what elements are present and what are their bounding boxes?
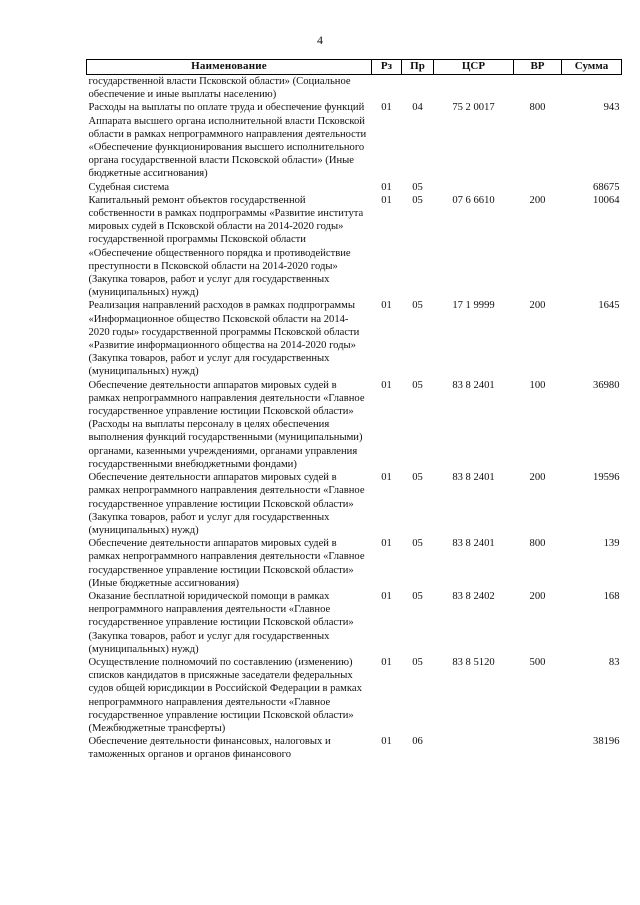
cell-vr — [514, 181, 562, 194]
cell-vr — [514, 735, 562, 761]
cell-csr: 83 8 2401 — [452, 472, 495, 484]
cell-name: Обеспечение деятельности аппаратов мировых судей в рамках непрограммного направления деятельности «Главное государственное управление юстиции Псковской области» (Закупка товаров, работ и услуг для государственных (муниципальных) нужд) — [88, 472, 365, 536]
budget-table — [86, 59, 622, 762]
cell-rz: 01 — [381, 656, 392, 668]
cell-name: Судебная система — [88, 181, 170, 193]
cell-rz: 01 — [381, 538, 392, 550]
cell-sum: 19596 — [593, 472, 620, 484]
cell-pr: 05 — [412, 194, 423, 206]
cell-vr: 800 — [529, 102, 546, 114]
cell-csr — [434, 75, 514, 102]
cell-sum: 36980 — [593, 379, 620, 391]
table-body — [87, 75, 622, 762]
table-row — [87, 471, 622, 537]
cell-pr: 05 — [412, 472, 423, 484]
cell-vr: 100 — [529, 379, 546, 391]
cell-name: Капитальный ремонт объектов государственной собственности в рамках подпрограммы «Развитие института мировых судей в Псковской области на 2014-2020 годы» государственной программы Псковской области «Обеспечение общественного порядка и противодействие преступности в Псковской области на 2014-2020 годы» (Закупка товаров, работ и услуг для государственных (муниципальных) нужд) — [88, 194, 364, 299]
cell-pr: 06 — [412, 736, 423, 748]
cell-name: Обеспечение деятельности финансовых, налоговых и таможенных органов и органов финансового — [88, 736, 331, 761]
cell-rz: 01 — [381, 300, 392, 312]
cell-sum: 38196 — [593, 736, 620, 748]
cell-pr: 05 — [412, 300, 423, 312]
cell-csr: 83 8 2402 — [452, 590, 495, 602]
cell-vr: 200 — [529, 300, 546, 312]
cell-csr — [434, 735, 514, 761]
cell-pr: 05 — [412, 590, 423, 602]
table-header-row — [87, 60, 622, 75]
page-number: 4 — [317, 33, 323, 47]
cell-csr: 07 6 6610 — [452, 194, 495, 206]
cell-csr — [434, 181, 514, 194]
cell-rz: 01 — [381, 102, 392, 114]
cell-sum: 1645 — [598, 300, 620, 312]
cell-name: Расходы на выплаты по оплате труда и обеспечение функций Аппарата высшего органа исполнительной власти Псковской области в рамках непрограммного направления деятельности «Обеспечение функционирования высшего исполнительного органа государственной власти Псковской области» (Иные бюджетные ассигнования) — [88, 102, 367, 180]
table-row — [87, 537, 622, 590]
table-row — [87, 181, 622, 194]
cell-vr — [514, 75, 562, 102]
cell-name: государственной власти Псковской области» (Социальное обеспечение и иные выплаты населению) — [88, 76, 351, 101]
cell-vr: 200 — [529, 472, 546, 484]
cell-sum: 68675 — [593, 181, 620, 193]
cell-csr: 83 8 2401 — [452, 379, 495, 391]
cell-pr: 05 — [412, 379, 423, 391]
cell-csr: 83 8 2401 — [452, 538, 495, 550]
table-row — [87, 194, 622, 300]
table-row — [87, 590, 622, 656]
cell-sum: 10064 — [593, 194, 620, 206]
cell-rz: 01 — [381, 590, 392, 602]
table-row — [87, 299, 622, 378]
cell-rz: 01 — [381, 472, 392, 484]
cell-rz — [372, 75, 402, 102]
cell-name: Оказание бесплатной юридической помощи в рамках непрограммного направления деятельности «Главное государственное управление юстиции Псковской области» (Закупка товаров, работ и услуг для государственных (муниципальных) нужд) — [88, 590, 354, 655]
cell-name: Реализация направлений расходов в рамках подпрограммы «Информационное общество Псковской области на 2014-2020 годы» государственной программы Псковской области «Развитие информационного общества на 2014-2020 годы» (Закупка товаров, работ и услуг для государственных (муниципальных) нужд) — [88, 300, 360, 378]
cell-pr: 05 — [412, 538, 423, 550]
cell-pr: 04 — [412, 102, 423, 114]
cell-name: Обеспечение деятельности аппаратов мировых судей в рамках непрограммного направления деятельности «Главное государственное управление юстиции Псковской области» (Расходы на выплаты персоналу в целях обеспечения выполнения функций государственными (муниципальными) органами, казенными учреждениями, органами управления государственными внебюджетными фондами) — [88, 379, 365, 470]
header-vr: ВР — [514, 60, 562, 75]
cell-pr — [402, 75, 434, 102]
header-sum: Сумма — [562, 60, 622, 75]
table-row — [87, 101, 622, 180]
cell-rz: 01 — [381, 379, 392, 391]
cell-rz: 01 — [381, 194, 392, 206]
cell-sum — [562, 75, 622, 102]
header-pr: Пр — [402, 60, 434, 75]
table-row — [87, 735, 622, 761]
cell-csr: 17 1 9999 — [452, 300, 495, 312]
cell-sum: 139 — [603, 538, 620, 550]
cell-vr: 200 — [529, 194, 546, 206]
cell-csr: 75 2 0017 — [452, 102, 495, 114]
header-name: Наименование — [87, 60, 372, 75]
cell-sum: 943 — [603, 102, 620, 114]
cell-name: Обеспечение деятельности аппаратов мировых судей в рамках непрограммного направления деятельности «Главное государственное управление юстиции Псковской области» (Иные бюджетные ассигнования) — [88, 538, 365, 589]
table-row — [87, 379, 622, 471]
table-row — [87, 75, 622, 102]
cell-name: Осуществление полномочий по составлению (изменению) списков кандидатов в присяжные заседатели федеральных судов общей юрисдикции в Российской Федерации в рамках непрограммного направления деятельности «Главное государственное управление юстиции Псковской области» (Межбюджетные трансферты) — [88, 656, 362, 734]
cell-pr: 05 — [412, 181, 423, 193]
cell-sum: 168 — [603, 590, 620, 602]
cell-rz: 01 — [381, 736, 392, 748]
header-csr: ЦСР — [434, 60, 514, 75]
cell-vr: 800 — [529, 538, 546, 550]
header-rz: Рз — [372, 60, 402, 75]
cell-csr: 83 8 5120 — [452, 656, 495, 668]
cell-vr: 200 — [529, 590, 546, 602]
cell-vr: 500 — [529, 656, 546, 668]
cell-rz: 01 — [381, 181, 392, 193]
cell-pr: 05 — [412, 656, 423, 668]
table-row — [87, 656, 622, 735]
cell-sum: 83 — [608, 656, 620, 668]
